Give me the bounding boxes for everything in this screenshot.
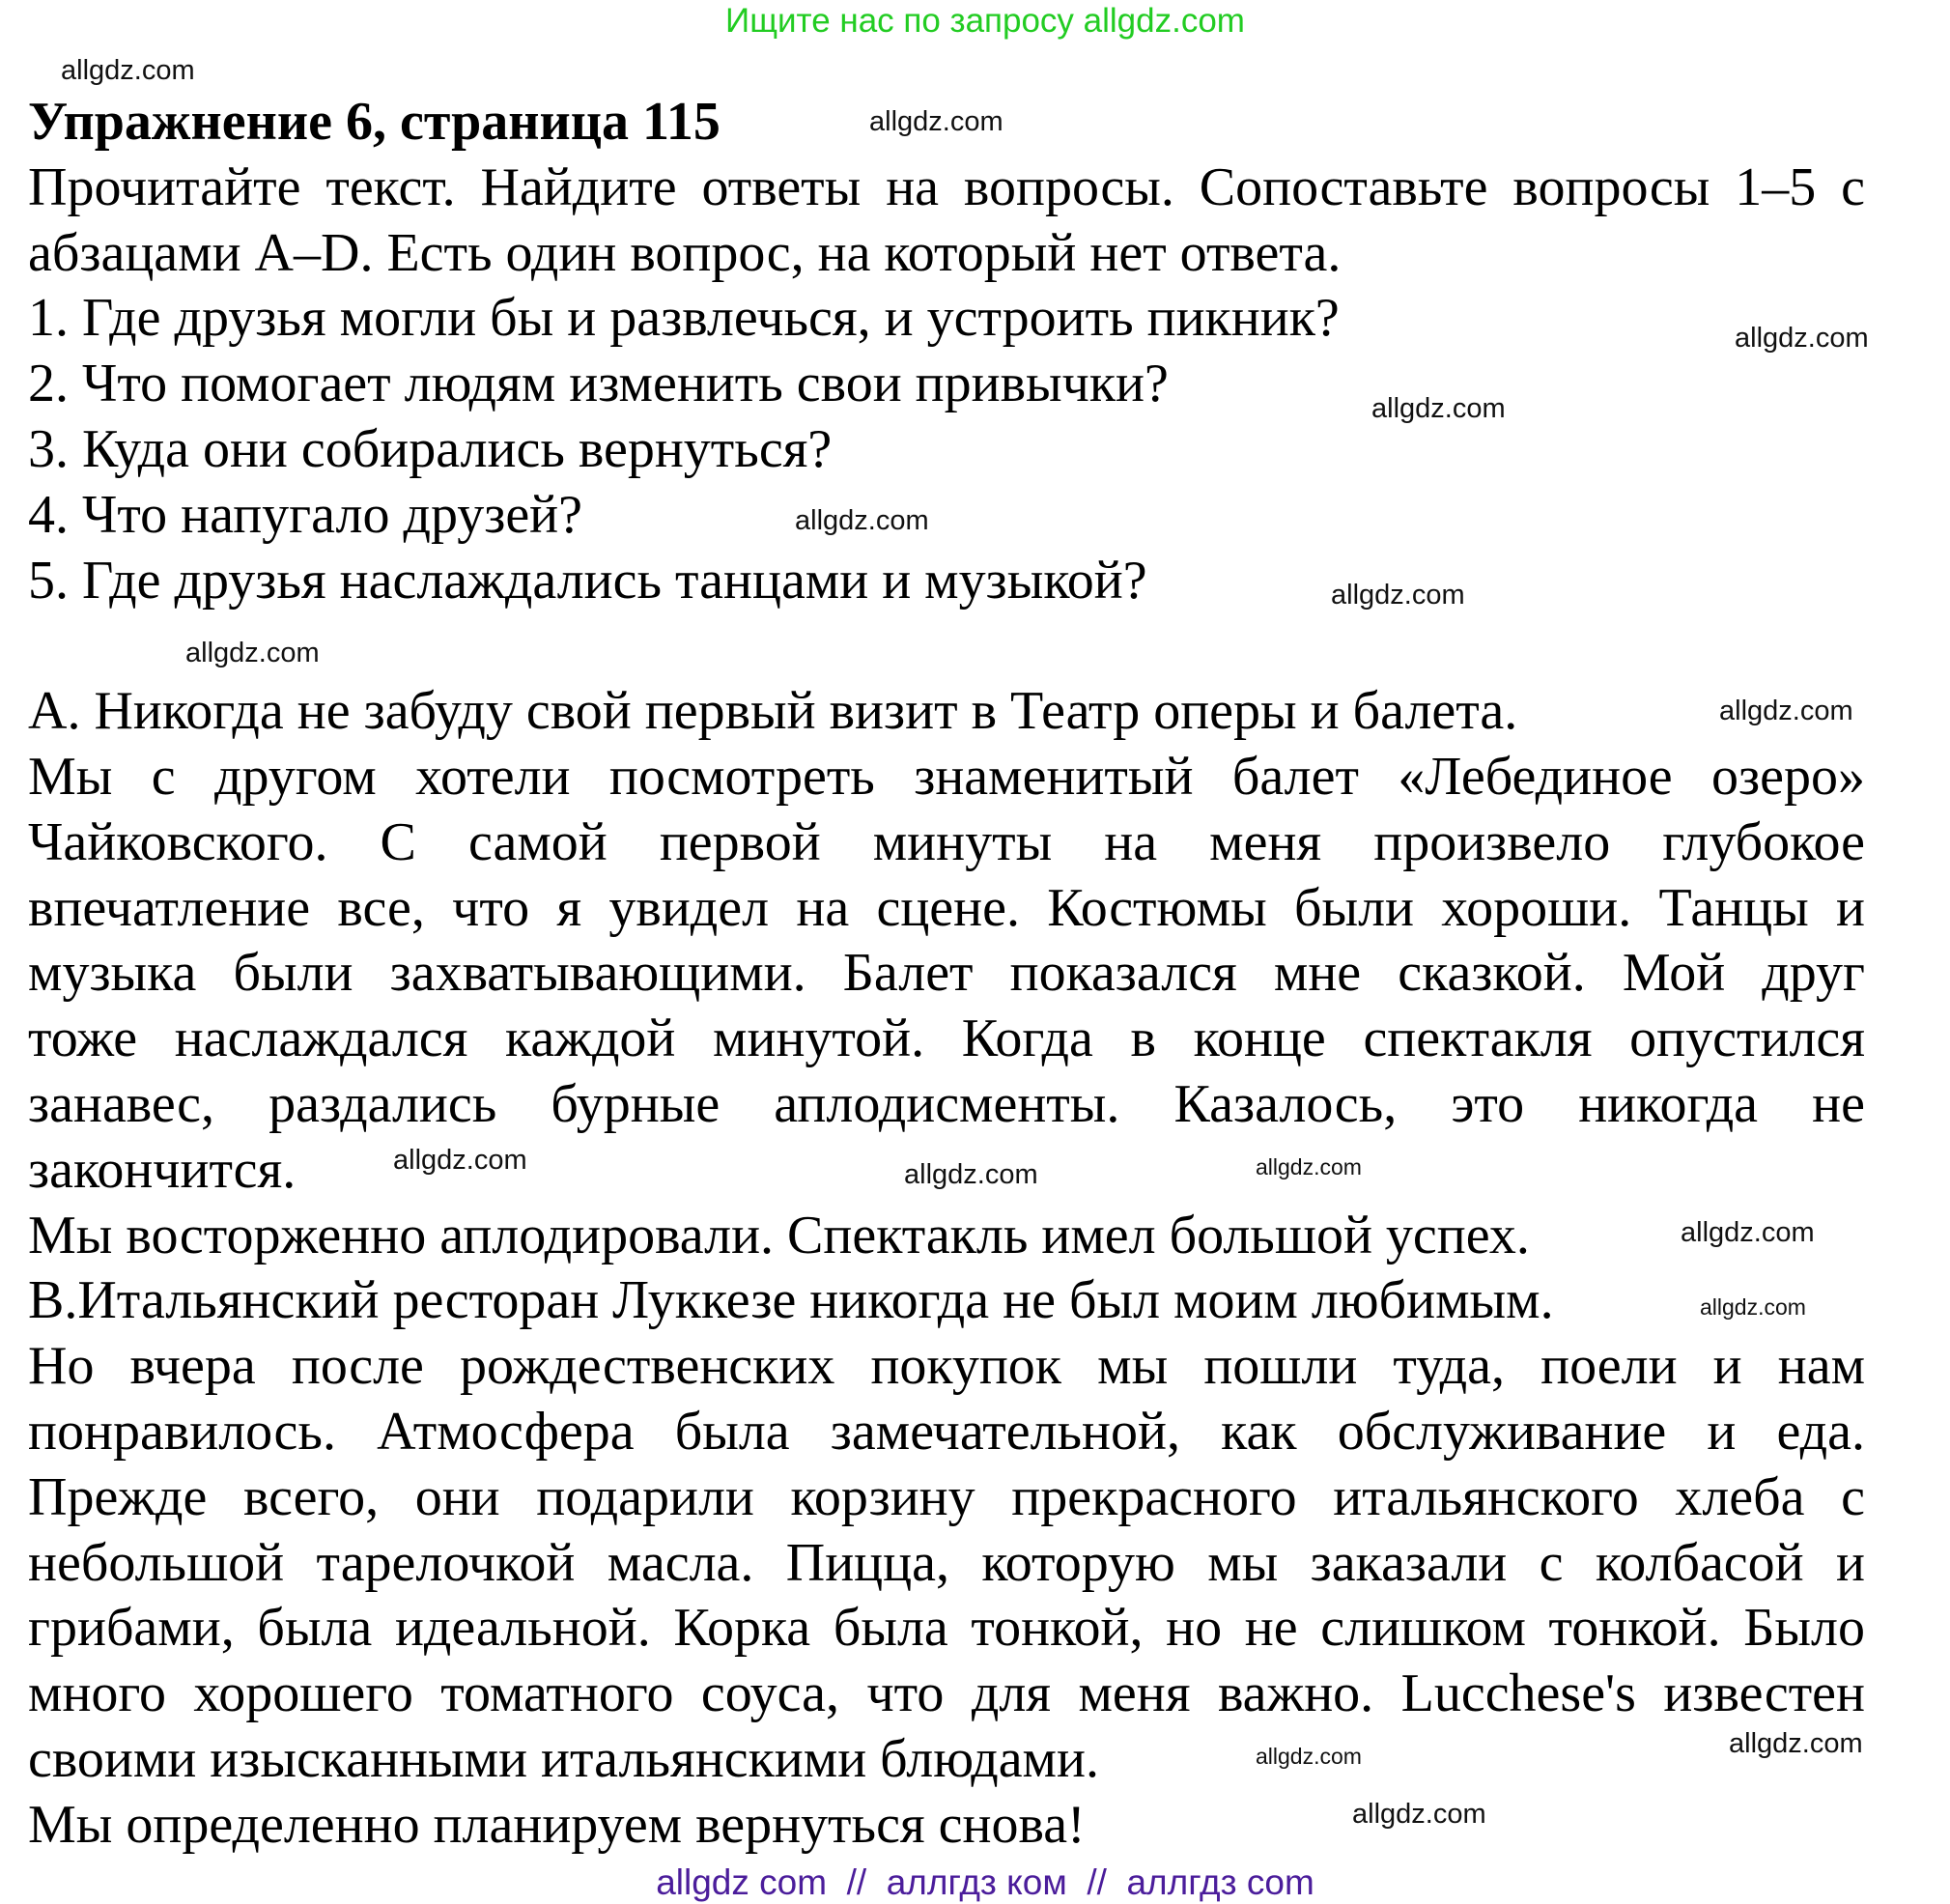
watermark: allgdz.com (1371, 393, 1506, 424)
watermark: allgdz.com (1331, 580, 1465, 611)
text-line: занавес, раздались бурные аплодисменты. Казалось, это никогда не (28, 1074, 1865, 1134)
watermark: allgdz.com (869, 106, 1003, 137)
question-line: 2. Что помогает людям изменить свои привычки? (28, 354, 1169, 414)
text-line: тоже наслаждался каждой минутой. Когда в конце спектакля опустился (28, 1009, 1865, 1069)
watermark: allgdz.com (1700, 1294, 1806, 1320)
text-line: абзацами A–D. Есть один вопрос, на который нет ответа. (28, 222, 1342, 283)
text-line: музыка были захватывающими. Балет показался мне сказкой. Мой друг (28, 943, 1865, 1004)
text-line: В.Итальянский ресторан Луккезе никогда не был моим любимым. (28, 1270, 1554, 1331)
watermark: allgdz.com (1681, 1217, 1815, 1248)
text-line: своими изысканными итальянскими блюдами. (28, 1729, 1099, 1789)
footer-banner: allgdz com // аллгдз ком // аллгдз com (656, 1862, 1314, 1902)
text-line: закончится. (28, 1139, 297, 1200)
text-line: много хорошего томатного соуса, что для меня важно. Lucchese's известен (28, 1663, 1865, 1724)
watermark: allgdz.com (393, 1145, 527, 1176)
watermark: allgdz.com (1256, 1744, 1362, 1769)
text-line: понравилось. Атмосфера была замечательной, как обслуживание и еда. (28, 1402, 1865, 1462)
watermark: allgdz.com (185, 638, 320, 668)
watermark: allgdz.com (904, 1159, 1038, 1190)
text-line: А. Никогда не забуду свой первый визит в Театр оперы и балета. (28, 681, 1518, 742)
text-line: грибами, была идеальной. Корка была тонкой, но не слишком тонкой. Было (28, 1598, 1865, 1659)
page-title: Упражнение 6, страница 115 (28, 92, 721, 152)
text-line: небольшой тарелочкой масла. Пицца, которую мы заказали с колбасой и (28, 1532, 1865, 1593)
watermark: allgdz.com (1729, 1728, 1863, 1759)
watermark: allgdz.com (61, 55, 195, 86)
watermark: allgdz.com (1719, 696, 1853, 726)
watermark: allgdz.com (1256, 1154, 1362, 1179)
question-line: 4. Что напугало друзей? (28, 484, 582, 545)
search-banner: Ищите нас по запросу allgdz.com (725, 2, 1245, 40)
text-line: Чайковского. С самой первой минуты на меня произвело глубокое (28, 811, 1865, 872)
question-line: 5. Где друзья наслаждались танцами и музыкой? (28, 550, 1147, 611)
text-line: Мы восторженно аплодировали. Спектакль имел большой успех. (28, 1205, 1530, 1265)
text-line: Мы определенно планируем вернуться снова! (28, 1794, 1086, 1855)
text-line: Но вчера после рождественских покупок мы пошли туда, поели и нам (28, 1336, 1865, 1397)
text-line: Прочитайте текст. Найдите ответы на вопросы. Сопоставьте вопросы 1–5 с (28, 156, 1865, 217)
text-line: Мы с другом хотели посмотреть знаменитый балет «Лебединое озеро» (28, 747, 1865, 807)
text-line: Прежде всего, они подарили корзину прекрасного итальянского хлеба с (28, 1466, 1865, 1527)
watermark: allgdz.com (1352, 1799, 1486, 1830)
watermark: allgdz.com (795, 505, 929, 536)
question-line: 3. Куда они собирались вернуться? (28, 419, 833, 479)
watermark: allgdz.com (1735, 323, 1869, 354)
question-line: 1. Где друзья могли бы и развлечься, и устроить пикник? (28, 288, 1340, 349)
text-line: впечатление все, что я увидел на сцене. Костюмы были хороши. Танцы и (28, 877, 1865, 938)
